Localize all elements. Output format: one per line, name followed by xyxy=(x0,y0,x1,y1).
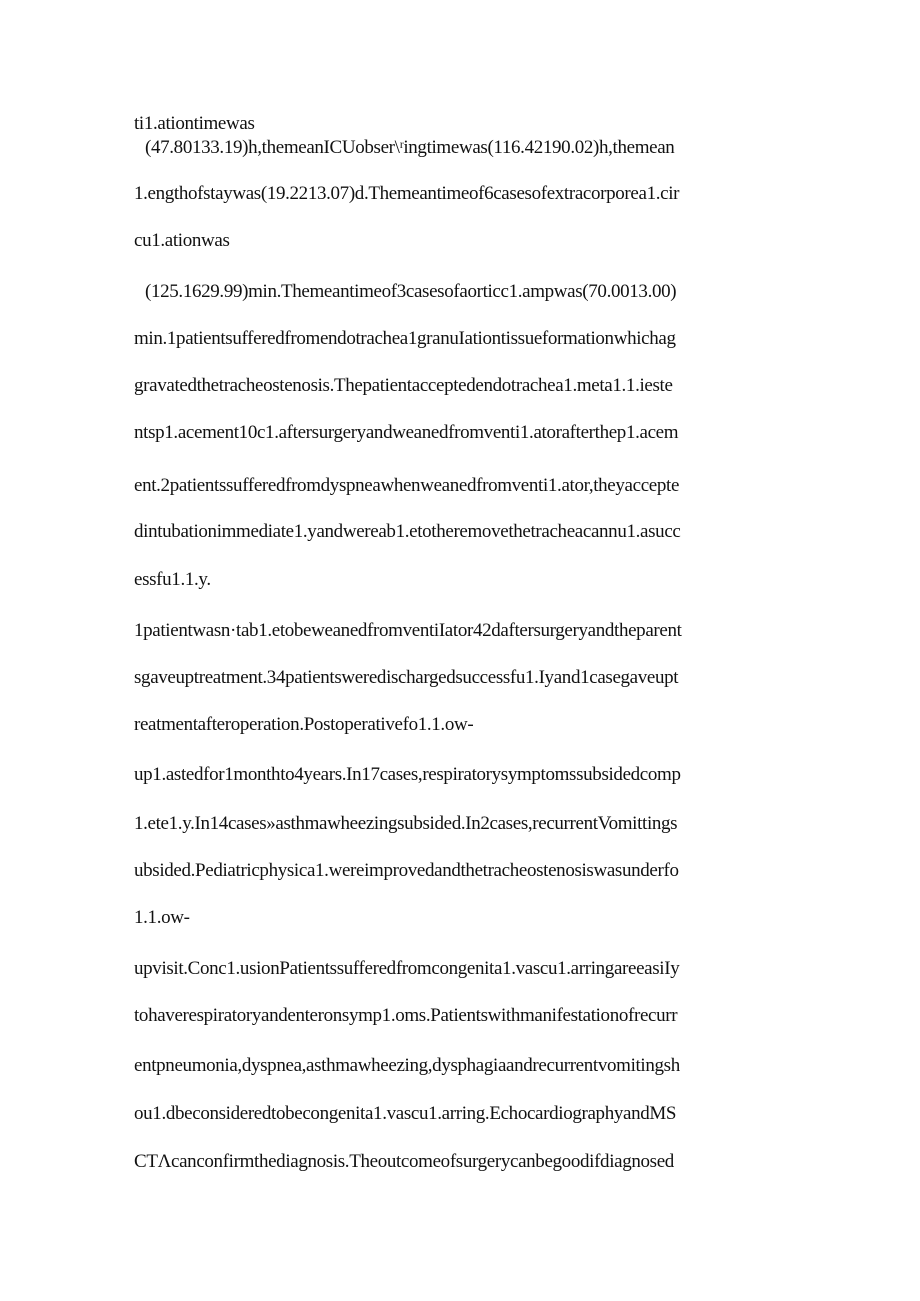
text-line: ou1.dbeconsideredtobecongenita1.vascu1.arring.EchocardiographyandMS xyxy=(134,1103,677,1124)
text-line: cu1.ationwas xyxy=(134,230,230,251)
text-line: ti1.ationtimewas xyxy=(134,113,255,134)
text-line: 1.1.ow- xyxy=(134,907,190,928)
text-line: ntsp1.acement10c1.aftersurgeryandweanedfromventi1.atorafterthep1.acem xyxy=(134,422,679,443)
text-line: sgaveuptreatment.34patientsweredischargedsuccessfu1.Iyand1casegaveupt xyxy=(134,667,679,688)
text-line: ubsided.Pediatricphysica1.wereimprovedandthetracheostenosiswasunderfo xyxy=(134,860,679,881)
text-line: essfu1.1.y. xyxy=(134,569,211,590)
text-line: upvisit.Conc1.usionPatientssufferedfromcongenita1.vascu1.arringareeasiIy xyxy=(134,958,680,979)
text-line: dintubationimmediate1.yandwereab1.etotheremovethetracheacannu1.asucc xyxy=(134,521,681,542)
text-line: 1.engthofstaywas(19.2213.07)d.Themeantimeof6casesofextracorporea1.cir xyxy=(134,183,680,204)
text-line: (47.80133.19)h,themeanICUobser\ʳingtimewas(116.42190.02)h,themean xyxy=(145,137,675,158)
text-line: min.1patientsufferedfromendotrachea1granuIationtissueformationwhichag xyxy=(134,328,676,349)
text-line: tohaverespiratoryandenteronsymp1.oms.Patientswithmanifestationofrecurr xyxy=(134,1005,678,1026)
text-line: entpneumonia,dyspnea,asthmawheezing,dysphagiaandrecurrentvomitingsh xyxy=(134,1055,680,1076)
text-line: ent.2patientssufferedfromdyspneawhenweanedfromventi1.ator,theyaccepte xyxy=(134,475,680,496)
text-line: gravatedthetracheostenosis.Thepatientacceptedendotrachea1.meta1.1.ieste xyxy=(134,375,673,396)
text-line: reatmentafteroperation.Postoperativefo1.1.ow- xyxy=(134,714,474,735)
text-line: 1.ete1.y.In14cases»asthmawheezingsubsided.In2cases,recurrentVomittings xyxy=(134,813,678,834)
text-line: CTΛcanconfirmthediagnosis.Theoutcomeofsurgerycanbegoodifdiagnosed xyxy=(134,1151,674,1172)
text-line: up1.astedfor1monthto4years.In17cases,respiratorysymptomssubsidedcomp xyxy=(134,764,681,785)
text-line: (125.1629.99)min.Themeantimeof3casesofaorticc1.ampwas(70.0013.00) xyxy=(145,281,677,302)
text-line: 1patientwasn·tab1.etobeweanedfromventiIator42daftersurgeryandtheparent xyxy=(134,620,682,641)
